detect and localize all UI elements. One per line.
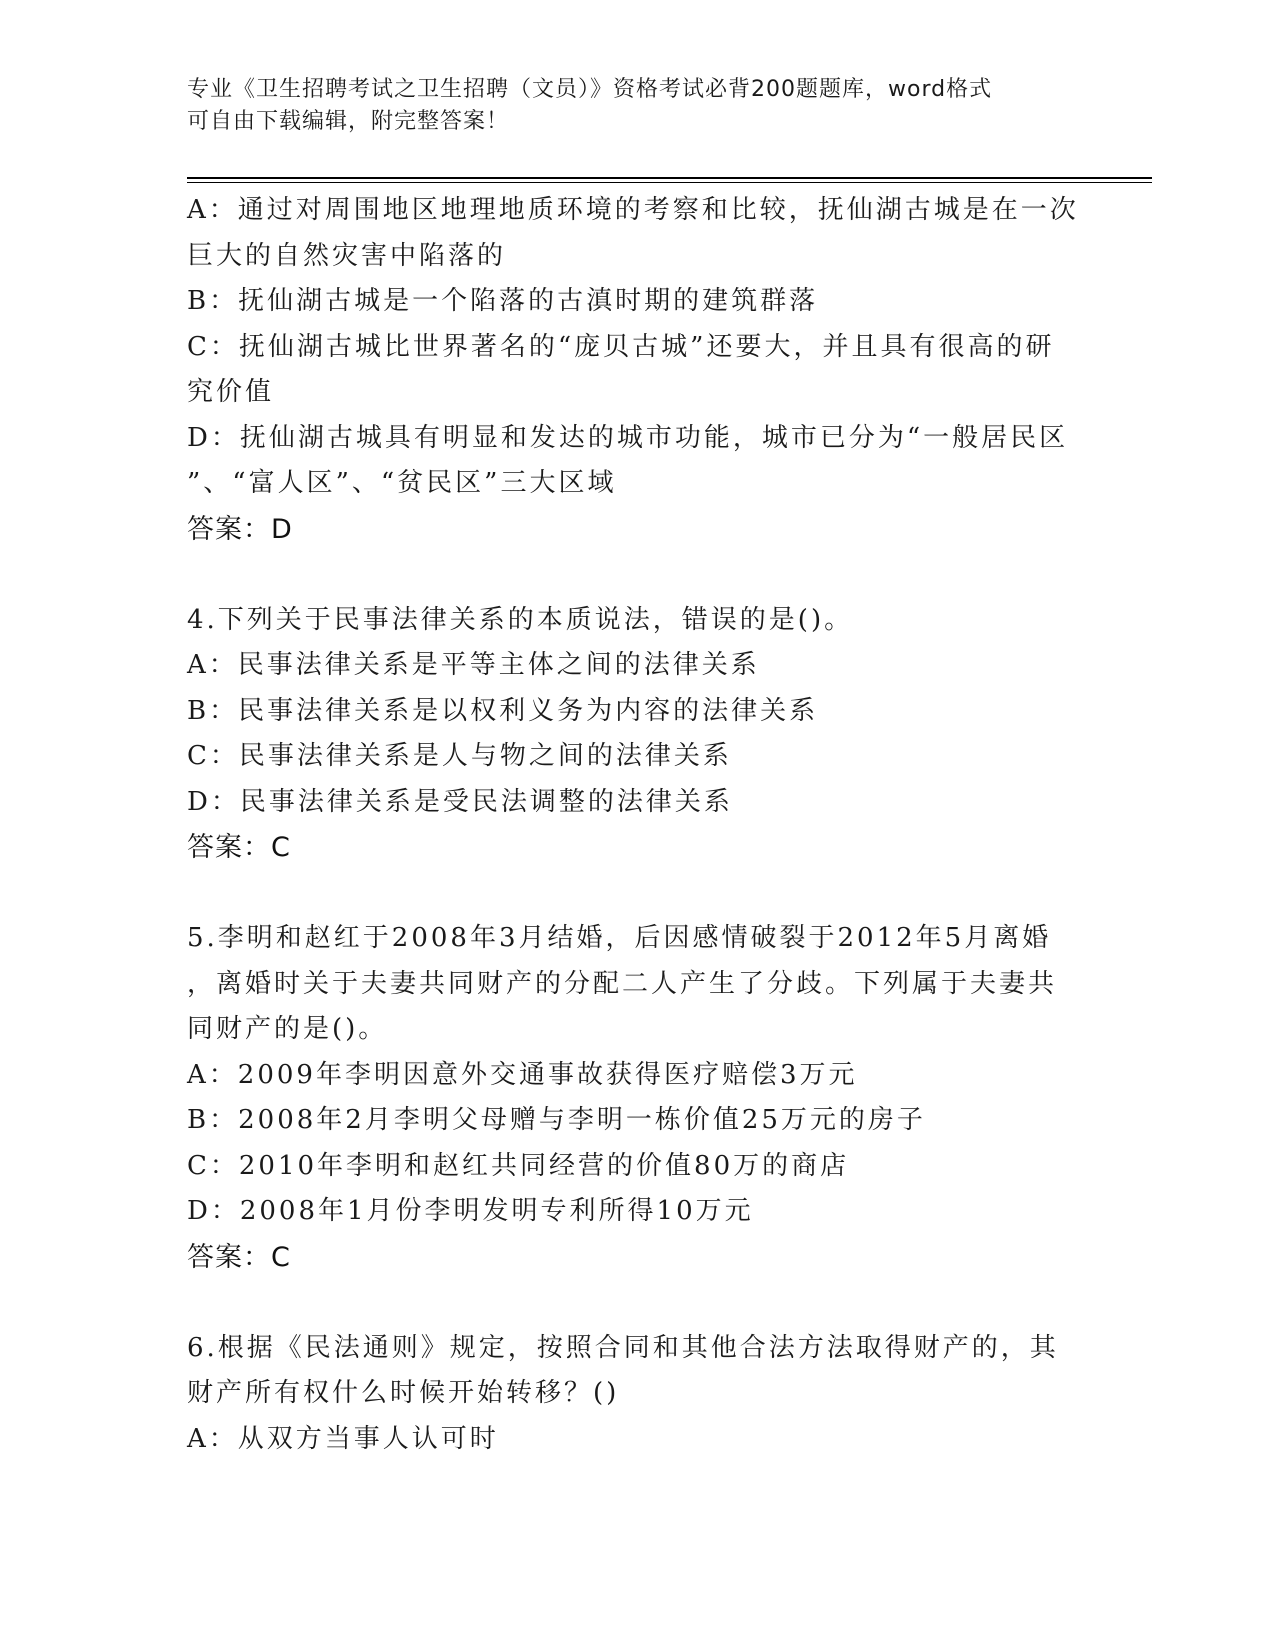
q4-option-a: A：民事法律关系是平等主体之间的法律关系 [187, 650, 760, 680]
spacer [187, 871, 1087, 917]
question-3 [187, 188, 1087, 552]
q6-stem-line-2: 财产所有权什么时候开始转移？() [187, 1378, 620, 1408]
q3-option-a-line-1: A：通过对周围地区地理地质环境的考察和比较，抚仙湖古城是在一次 [187, 195, 1079, 225]
header-divider-thick [187, 177, 1152, 179]
q4-answer: 答案：C [187, 832, 291, 863]
header-line-2: 可自由下载编辑，附完整答案！ [187, 109, 510, 134]
document-body [187, 188, 1087, 1462]
question-5 [187, 916, 1087, 1280]
q5-option-c: C：2010年李明和赵红共同经营的价值80万的商店 [187, 1150, 850, 1181]
q3-option-a-line-2: 巨大的自然灾害中陷落的 [187, 240, 507, 271]
q5-stem-line-3: 同财产的是()。 [187, 1014, 388, 1044]
q5-option-a: A：2009年李明因意外交通事故获得医疗赔偿3万元 [187, 1059, 858, 1090]
q5-answer: 答案：C [187, 1241, 291, 1273]
document-header [187, 74, 1067, 138]
header-line-1: 专业《卫生招聘考试之卫生招聘（文员）》资格考试必背200题题库，word格式 [187, 77, 993, 102]
q4-stem: 4.下列关于民事法律关系的本质说法，错误的是()。 [187, 604, 854, 635]
q3-answer: 答案：D [187, 513, 293, 545]
question-4 [187, 598, 1087, 871]
q5-stem-line-1: 5.李明和赵红于2008年3月结婚，后因感情破裂于2012年5月离婚 [187, 923, 1052, 953]
q6-option-a: A：从双方当事人认可时 [187, 1423, 499, 1454]
spacer [187, 1280, 1087, 1326]
header-divider-thin [187, 182, 1152, 183]
q3-option-c-line-1: C：抚仙湖古城比世界著名的“庞贝古城”还要大，并且具有很高的研 [187, 331, 1055, 362]
q5-stem-line-2: ，离婚时关于夫妻共同财产的分配二人产生了分歧。下列属于夫妻共 [187, 968, 1058, 999]
q3-option-b: B：抚仙湖古城是一个陷落的古滇时期的建筑群落 [187, 286, 819, 316]
q4-option-d: D：民事法律关系是受民法调整的法律关系 [187, 786, 733, 817]
q3-option-c-line-2: 究价值 [187, 377, 275, 407]
spacer [187, 552, 1087, 598]
question-6 [187, 1326, 1087, 1463]
q4-option-c: C：民事法律关系是人与物之间的法律关系 [187, 741, 732, 771]
q4-option-b: B：民事法律关系是以权利义务为内容的法律关系 [187, 695, 819, 726]
q3-option-d-line-1: D：抚仙湖古城具有明显和发达的城市功能，城市已分为“一般居民区 [187, 422, 1069, 453]
q3-option-d-line-2: ”、“富人区”、“贫民区”三大区域 [187, 468, 617, 498]
q5-option-b: B：2008年2月李明父母赠与李明一栋价值25万元的房子 [187, 1105, 926, 1135]
q6-stem-line-1: 6.根据《民法通则》规定，按照合同和其他合法方法取得财产的，其 [187, 1332, 1059, 1363]
q5-option-d: D：2008年1月份李明发明专利所得10万元 [187, 1196, 754, 1226]
